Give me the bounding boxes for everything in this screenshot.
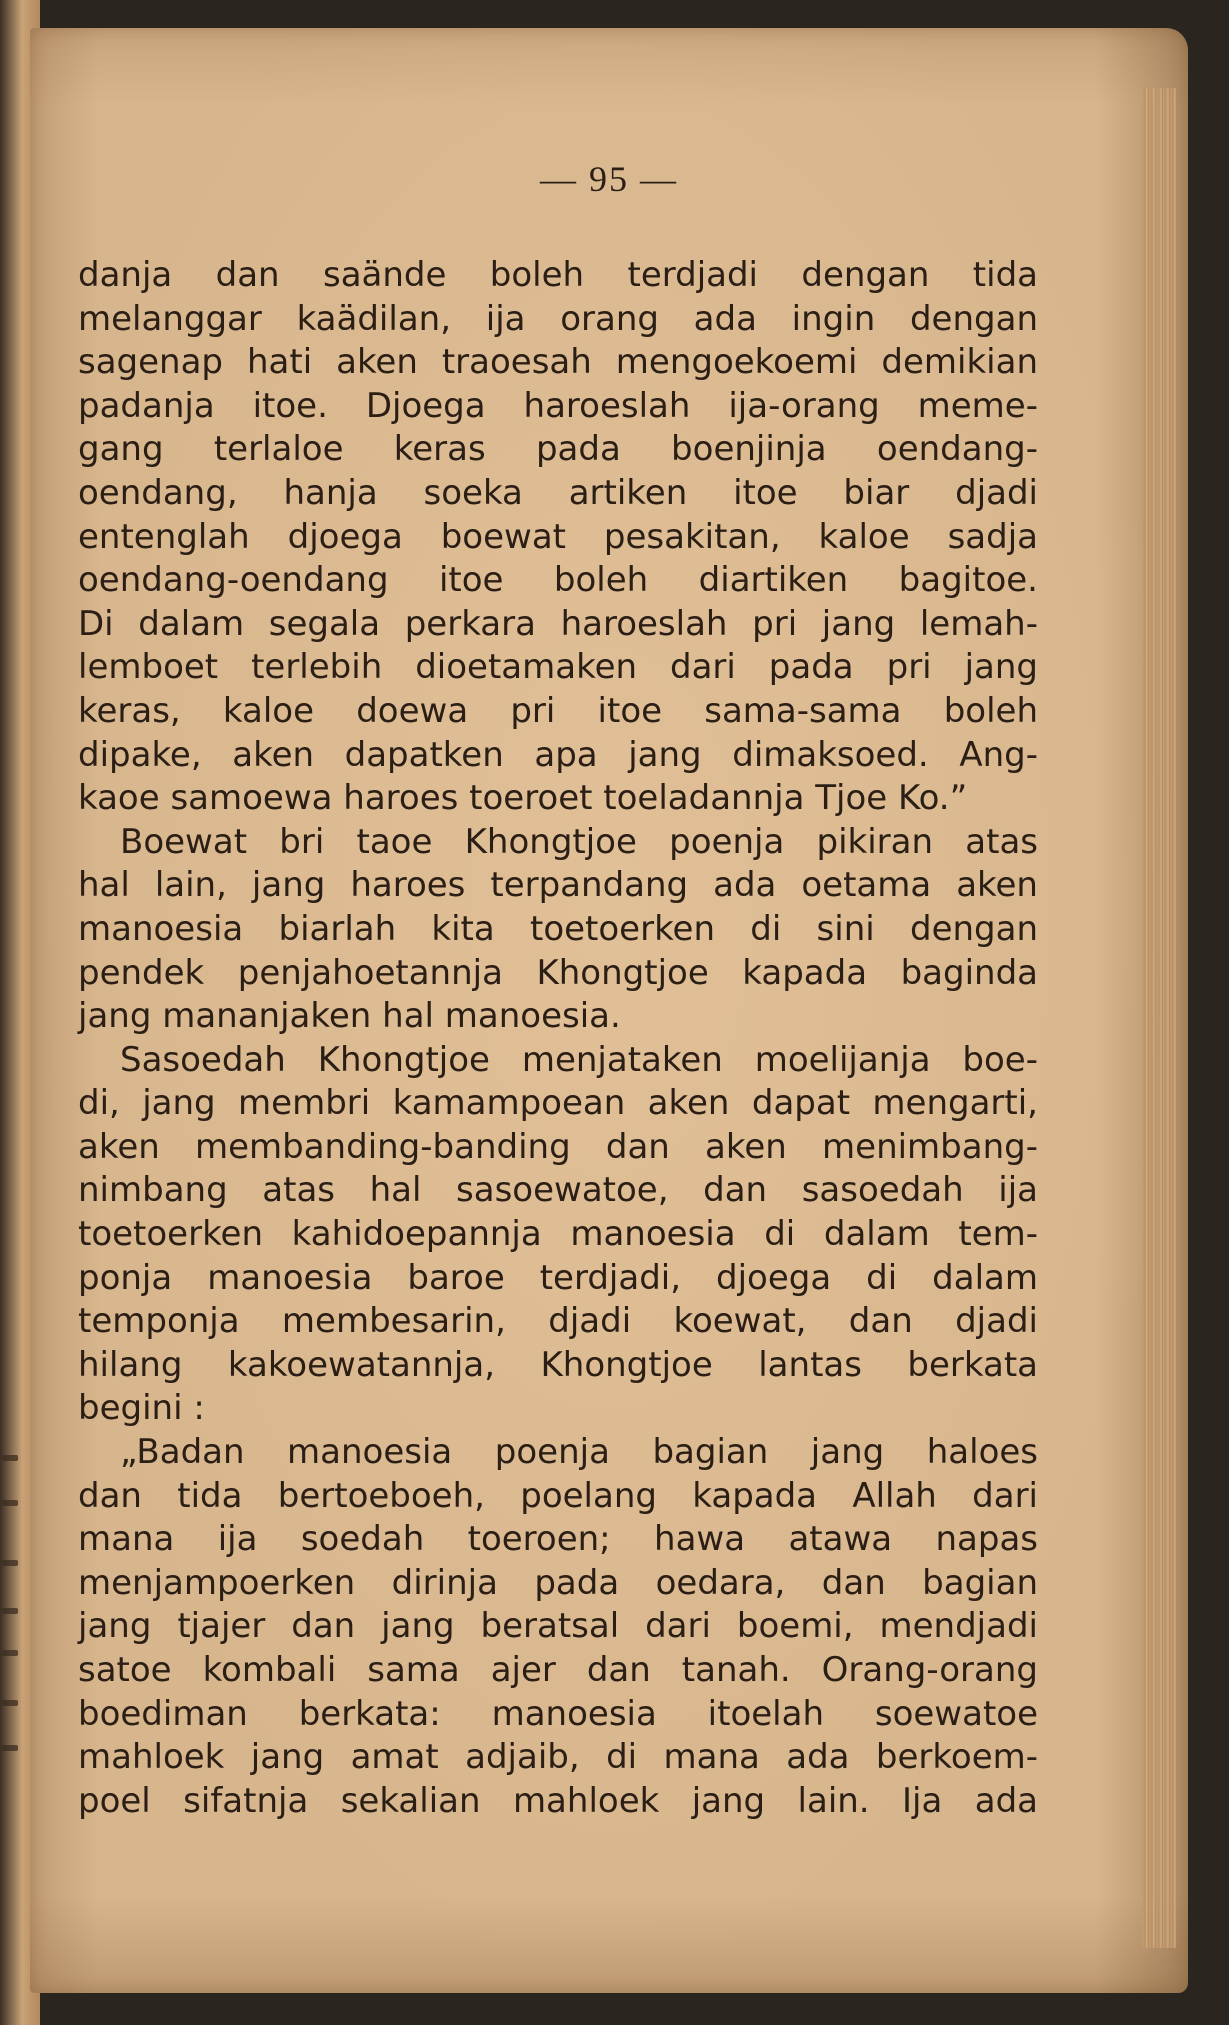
- text-line: Boewat bri taoe Khongtjoe poenja pikiran atas: [120, 821, 1038, 862]
- text-line: gang terlaloe keras pada boenjinja oendang-: [78, 429, 1038, 470]
- text-line: jang mananjaken hal manoesia.: [78, 996, 621, 1037]
- text-line: pendek penjahoetannja Khongtjoe kapada baginda: [78, 952, 1038, 993]
- prev-page-fragment: [2, 1700, 18, 1706]
- text-line: lemboet terlebih dioetamaken dari pada pri jang: [78, 647, 1038, 688]
- text-line: kaoe samoewa haroes toeroet toeladannja Tjoe Ko.”: [78, 778, 968, 819]
- text-line: poel sifatnja sekalian mahloek jang lain. Ija ada: [78, 1780, 1038, 1821]
- text-line: manoesia biarlah kita toetoerken di sini dengan: [78, 908, 1038, 949]
- page-stack-edge: [1142, 88, 1176, 1948]
- text-line: danja dan saände boleh terdjadi dengan tida: [78, 255, 1038, 295]
- page-number: — 95 —: [540, 159, 678, 199]
- text-line: aken membanding-banding dan aken menimbang-: [78, 1126, 1038, 1167]
- text-line: dan tida bertoeboeh, poelang kapada Allah dari: [78, 1475, 1038, 1516]
- text-line: entenglah djoega boewat pesakitan, kaloe sadja: [78, 516, 1038, 557]
- text-line: toetoerken kahidoepannja manoesia di dalam tem-: [78, 1214, 1038, 1255]
- prev-page-fragment: [2, 1650, 18, 1656]
- text-line: oendang, hanja soeka artiken itoe biar djadi: [78, 472, 1038, 513]
- prev-page-fragment: [2, 1608, 18, 1614]
- text-line: sagenap hati aken traoesah mengoekoemi demikian: [78, 342, 1038, 383]
- text-line: begini :: [78, 1388, 205, 1429]
- body-text: [78, 254, 1038, 1823]
- text-line: padanja itoe. Djoega haroeslah ija-orang meme-: [78, 385, 1038, 426]
- text-line: melanggar kaädilan, ija orang ada ingin dengan: [78, 298, 1038, 339]
- text-line: hal lain, jang haroes terpandang ada oetama aken: [78, 865, 1038, 906]
- prev-page-fragment: [2, 1745, 18, 1751]
- text-line: Di dalam segala perkara haroeslah pri jang lemah-: [78, 603, 1038, 644]
- text-line: Sasoedah Khongtjoe menjataken moelijanja boe-: [120, 1039, 1038, 1080]
- text-line: oendang-oendang itoe boleh diartiken bagitoe.: [78, 560, 1038, 601]
- text-line: nimbang atas hal sasoewatoe, dan sasoedah ija: [78, 1170, 1038, 1211]
- prev-page-fragment: [2, 1560, 18, 1566]
- prev-page-fragment: [2, 1500, 18, 1506]
- prev-page-fragment: [2, 1455, 18, 1461]
- text-line: dipake, aken dapatken apa jang dimaksoed. Ang-: [78, 734, 1038, 775]
- text-line: hilang kakoewatannja, Khongtjoe lantas berkata: [78, 1344, 1038, 1385]
- book-page: [30, 28, 1188, 1993]
- text-line: boediman berkata: manoesia itoelah soewatoe: [78, 1693, 1038, 1734]
- text-line: menjampoerken dirinja pada oedara, dan bagian: [78, 1562, 1038, 1603]
- text-line: jang tjajer dan jang beratsal dari boemi, mendjadi: [78, 1606, 1038, 1647]
- text-line: mahloek jang amat adjaib, di mana ada berkoem-: [78, 1737, 1038, 1778]
- text-line: di, jang membri kamampoean aken dapat mengarti,: [78, 1083, 1038, 1124]
- text-line: „Badan manoesia poenja bagian jang haloes: [120, 1432, 1038, 1473]
- text-line: mana ija soedah toeroen; hawa atawa napas: [78, 1519, 1038, 1560]
- text-line: keras, kaloe doewa pri itoe sama-sama boleh: [78, 690, 1038, 731]
- text-line: temponja membesarin, djadi koewat, dan djadi: [78, 1301, 1038, 1342]
- text-line: ponja manoesia baroe terdjadi, djoega di dalam: [78, 1257, 1038, 1298]
- text-line: satoe kombali sama ajer dan tanah. Orang-orang: [78, 1650, 1038, 1690]
